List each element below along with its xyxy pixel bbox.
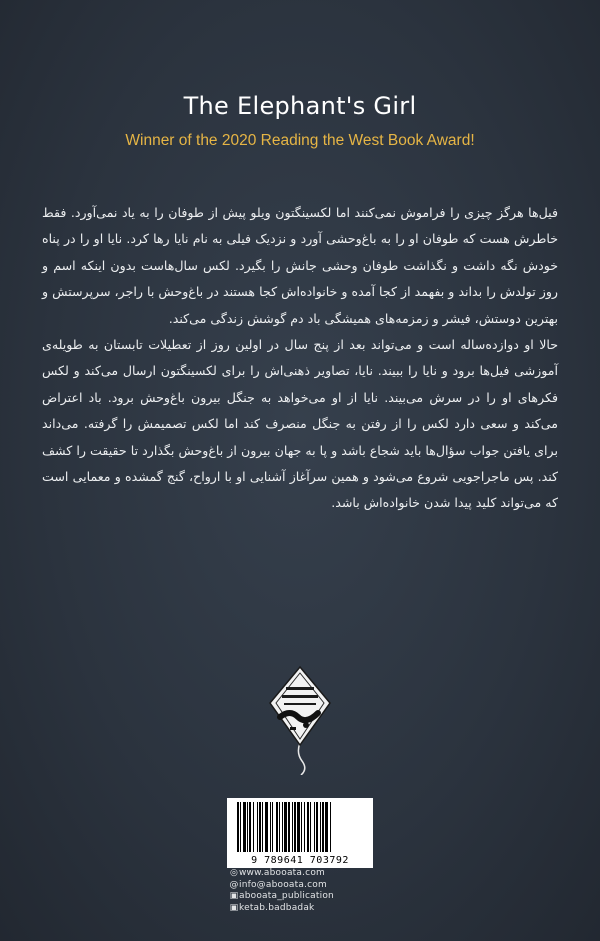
instagram-icon: ▣: [229, 902, 239, 913]
isbn-number: 9 789641 703792: [251, 855, 349, 866]
globe-icon: ◎: [229, 868, 239, 878]
email-icon: @: [229, 879, 239, 890]
barcode-icon: [237, 802, 363, 852]
instagram-handle: abooata_publication: [239, 891, 334, 901]
kite-logo-icon: [268, 665, 332, 775]
instagram-icon: ▣: [229, 891, 239, 901]
publisher-logo: [268, 665, 332, 775]
contact-email: [229, 880, 429, 892]
award-line: Winner of the 2020 Reading the West Book Award!: [125, 132, 475, 149]
contact-instagram-badbadak: [229, 903, 429, 915]
email-text: info@abooata.com: [239, 879, 327, 890]
isbn-barcode: [227, 798, 373, 868]
book-title: The Elephant's Girl: [183, 92, 417, 120]
instagram-handle: ketab.badbadak: [239, 902, 315, 913]
synopsis-paragraph: حالا او دوازده‌ساله است و می‌تواند بعد از پنج سال در اولین روز از تعطیلات تابستان به طویله‌ی آموزشی فیل‌ها برود و نایا را ببیند. نایا، تصاویر ذهنی‌اش را برای لکسینگتون ارسال می‌کند و لکس فکرهای او را در سرش می‌بیند. نایا از او می‌خواهد به جنگل بیرون باغ‌وحش برود. باد اعتراض می‌کند و سعی دارد لکس را از رفتن به جنگل منصرف کند اما لکس تصمیمش را گرفته. می‌داند برای یافتن جواب سؤال‌ها باید شجاع باشد و پا به جهان بیرون از باغ‌وحش بگذارد تا حقیقت را کشف کند. پس ماجراجویی شروع می‌شود و همین سرآغاز آشنایی او با ارواح، گنج گمشده و معمایی است که می‌تواند کلید پیدا شدن خانواده‌اش باشد.: [42, 337, 558, 511]
contact-instagram-publication: [229, 891, 429, 903]
publisher-contacts: [229, 868, 429, 914]
synopsis: [42, 200, 558, 517]
synopsis-paragraph: فیل‌ها هرگز چیزی را فراموش نمی‌کنند اما لکسینگتون ویلو پیش از طوفان را به یاد نمی‌آورد. فقط خاطرش هست که طوفان او را به باغ‌وحشی آورد و نزدیک فیلی به نام نایا رها کرد. نایا او را در پناه خودش نگه داشت و نگذاشت طوفان وحشی جانش را بگیرد. لکس سال‌هاست بدون اینکه اسم و روز تولدش را بداند و بفهمد از کجا آمده و خانواده‌اش کجا هستند در باغ‌وحش با راجر، سرپرستش و بهترین دوستش، فیشر و زمزمه‌های همیشگی باد دم گوشش زندگی می‌کند.: [42, 205, 558, 326]
contact-website: [229, 868, 429, 880]
website-text: www.abooata.com: [239, 868, 325, 878]
